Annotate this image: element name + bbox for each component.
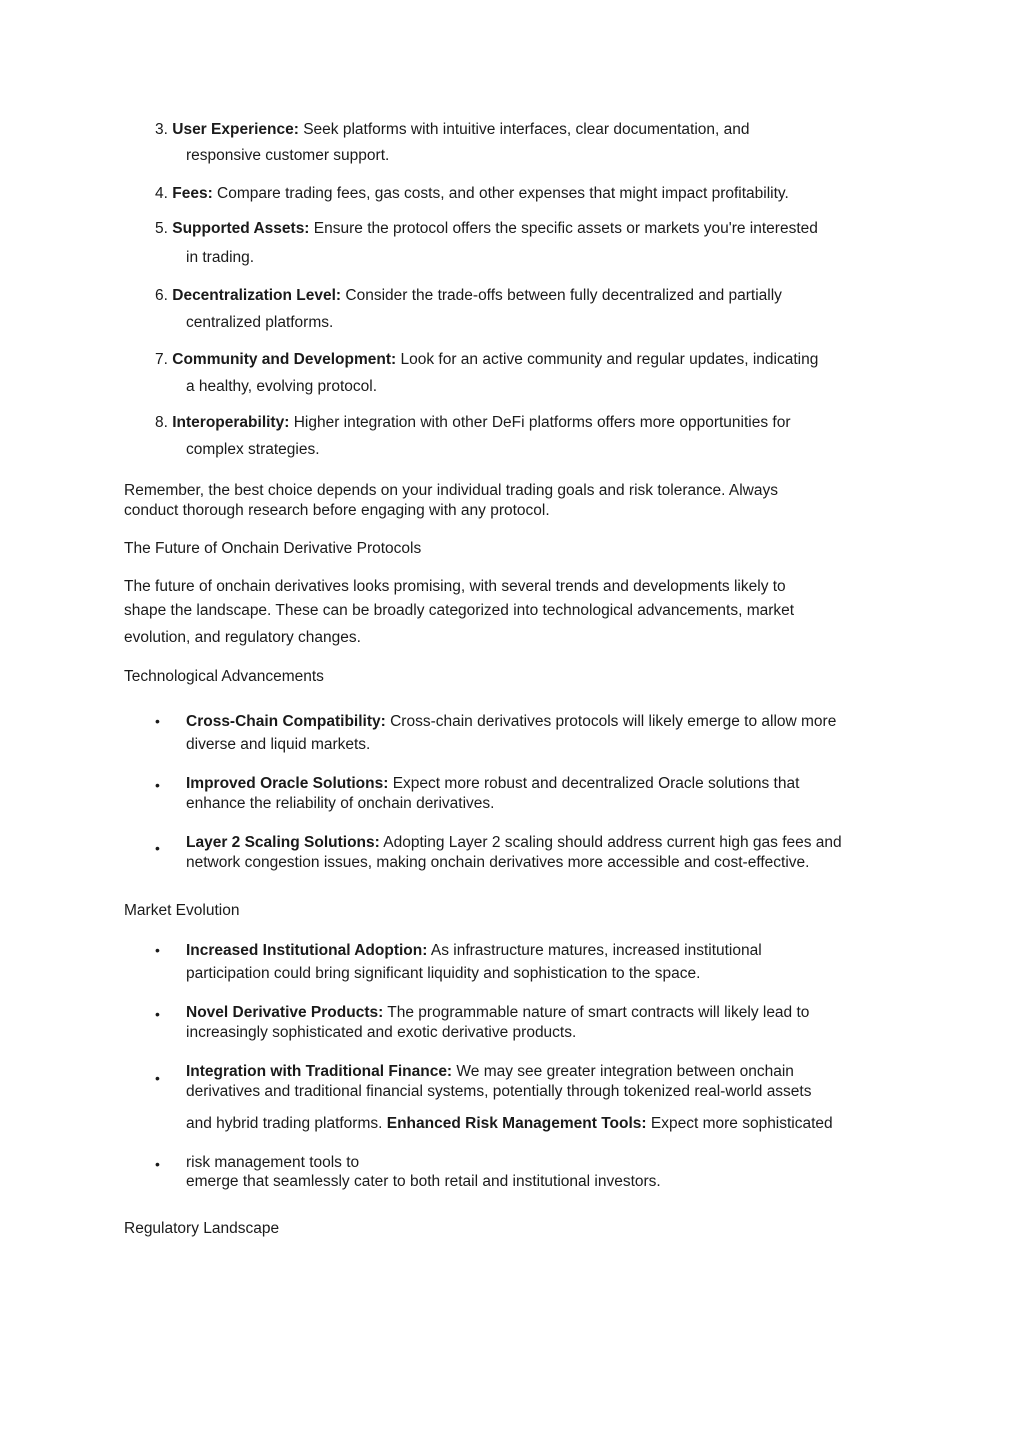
paragraph-line: The future of onchain derivatives looks promising, with several trends and developments likely to	[124, 578, 786, 595]
regulatory-heading: Regulatory Landscape	[124, 1220, 280, 1237]
list-number: 8.	[155, 414, 168, 431]
list-text: Look for an active community and regular updates, indicating	[396, 351, 819, 368]
list-text-continued: a healthy, evolving protocol.	[186, 378, 377, 395]
tech-heading: Technological Advancements	[124, 668, 324, 685]
list-text: Higher integration with other DeFi platforms offers more opportunities for	[289, 414, 791, 431]
bullet-text: risk management tools to	[186, 1154, 360, 1171]
list-text-continued: in trading.	[186, 249, 255, 266]
bullet-text: Expect more robust and decentralized Oracle solutions that	[388, 775, 800, 792]
bullet-text-continued: increasingly sophisticated and exotic derivative products.	[186, 1024, 577, 1041]
bullet-text-continued: network congestion issues, making onchain derivatives more accessible and cost-effective.	[186, 854, 810, 871]
list-term: Fees:	[172, 185, 213, 202]
bullet-term: Improved Oracle Solutions:	[186, 775, 389, 792]
bullet-text: As infrastructure matures, increased institutional	[427, 942, 762, 959]
list-term: Supported Assets:	[172, 220, 310, 237]
list-item-community-and-development	[155, 351, 915, 396]
bullet-icon: •	[155, 713, 160, 729]
bullet-text: The programmable nature of smart contracts will likely lead to	[383, 1004, 810, 1021]
bullet-icon: •	[155, 777, 160, 793]
future-heading: The Future of Onchain Derivative Protocols	[124, 540, 422, 557]
list-number: 5.	[155, 220, 168, 237]
list-number: 7.	[155, 351, 168, 368]
market-bullet-novel-products	[186, 1003, 916, 1043]
list-number: 4.	[155, 185, 168, 202]
bullet-text-continued: derivatives and traditional financial systems, potentially through tokenized real-world assets	[186, 1083, 812, 1100]
bullet-icon: •	[155, 1156, 160, 1172]
bullet-text-continued: emerge that seamlessly cater to both retail and institutional investors.	[186, 1173, 661, 1190]
bullet-text-continued: and hybrid trading platforms.	[186, 1115, 387, 1132]
list-text: Consider the trade-offs between fully decentralized and partially	[341, 287, 782, 304]
list-item-supported-assets	[155, 220, 915, 267]
paragraph-line: evolution, and regulatory changes.	[124, 629, 361, 646]
list-text-continued: complex strategies.	[186, 441, 320, 458]
list-item-user-experience	[155, 121, 915, 165]
bullet-text-continued: enhance the reliability of onchain derivatives.	[186, 795, 495, 812]
bullet-icon: •	[155, 840, 160, 856]
bullet-icon: •	[155, 1070, 160, 1086]
paragraph-line: shape the landscape. These can be broadly categorized into technological advancements, market	[124, 602, 795, 619]
remember-paragraph	[124, 481, 914, 521]
list-number: 3.	[155, 121, 168, 138]
bullet-term: Integration with Traditional Finance:	[186, 1063, 453, 1080]
bullet-text: Expect more sophisticated	[646, 1115, 833, 1132]
market-heading: Market Evolution	[124, 902, 240, 919]
market-bullet-risk-management	[186, 1153, 916, 1191]
market-bullet-institutional	[186, 939, 916, 985]
tech-bullet-cross-chain	[186, 710, 916, 756]
list-item-fees	[155, 185, 915, 203]
bullet-icon: •	[155, 942, 160, 958]
bullet-term: Cross-Chain Compatibility:	[186, 713, 386, 730]
list-text: Seek platforms with intuitive interfaces, clear documentation, and	[298, 121, 750, 138]
list-term: User Experience:	[172, 121, 299, 138]
paragraph-line: Remember, the best choice depends on your individual trading goals and risk tolerance. Always	[124, 482, 778, 499]
tech-bullet-oracle	[186, 774, 916, 814]
bullet-text: We may see greater integration between onchain	[452, 1063, 794, 1080]
bullet-icon: •	[155, 1006, 160, 1022]
bullet-text: Cross-chain derivatives protocols will likely emerge to allow more	[385, 713, 837, 730]
bullet-term: Layer 2 Scaling Solutions:	[186, 834, 380, 851]
bullet-term: Increased Institutional Adoption:	[186, 942, 428, 959]
bullet-text: Adopting Layer 2 scaling should address current high gas fees and	[379, 834, 842, 851]
list-term: Interoperability:	[172, 414, 290, 431]
paragraph-line: conduct thorough research before engaging with any protocol.	[124, 502, 550, 519]
list-text-continued: centralized platforms.	[186, 314, 334, 331]
bullet-term: Enhanced Risk Management Tools:	[386, 1115, 647, 1132]
list-item-decentralization-level	[155, 287, 915, 332]
list-term: Decentralization Level:	[172, 287, 342, 304]
list-number: 6.	[155, 287, 168, 304]
bullet-term: Novel Derivative Products:	[186, 1004, 384, 1021]
list-text: Compare trading fees, gas costs, and other expenses that might impact profitability.	[212, 185, 789, 202]
list-item-interoperability	[155, 414, 915, 459]
bullet-text-continued: diverse and liquid markets.	[186, 736, 371, 753]
market-bullet-traditional-finance	[186, 1062, 916, 1134]
bullet-text-continued: participation could bring significant liquidity and sophistication to the space.	[186, 965, 701, 982]
list-text-continued: responsive customer support.	[186, 147, 390, 164]
tech-bullet-layer2	[186, 833, 916, 873]
future-paragraph	[124, 575, 914, 650]
list-term: Community and Development:	[172, 351, 397, 368]
list-text: Ensure the protocol offers the specific assets or markets you're interested	[309, 220, 818, 237]
